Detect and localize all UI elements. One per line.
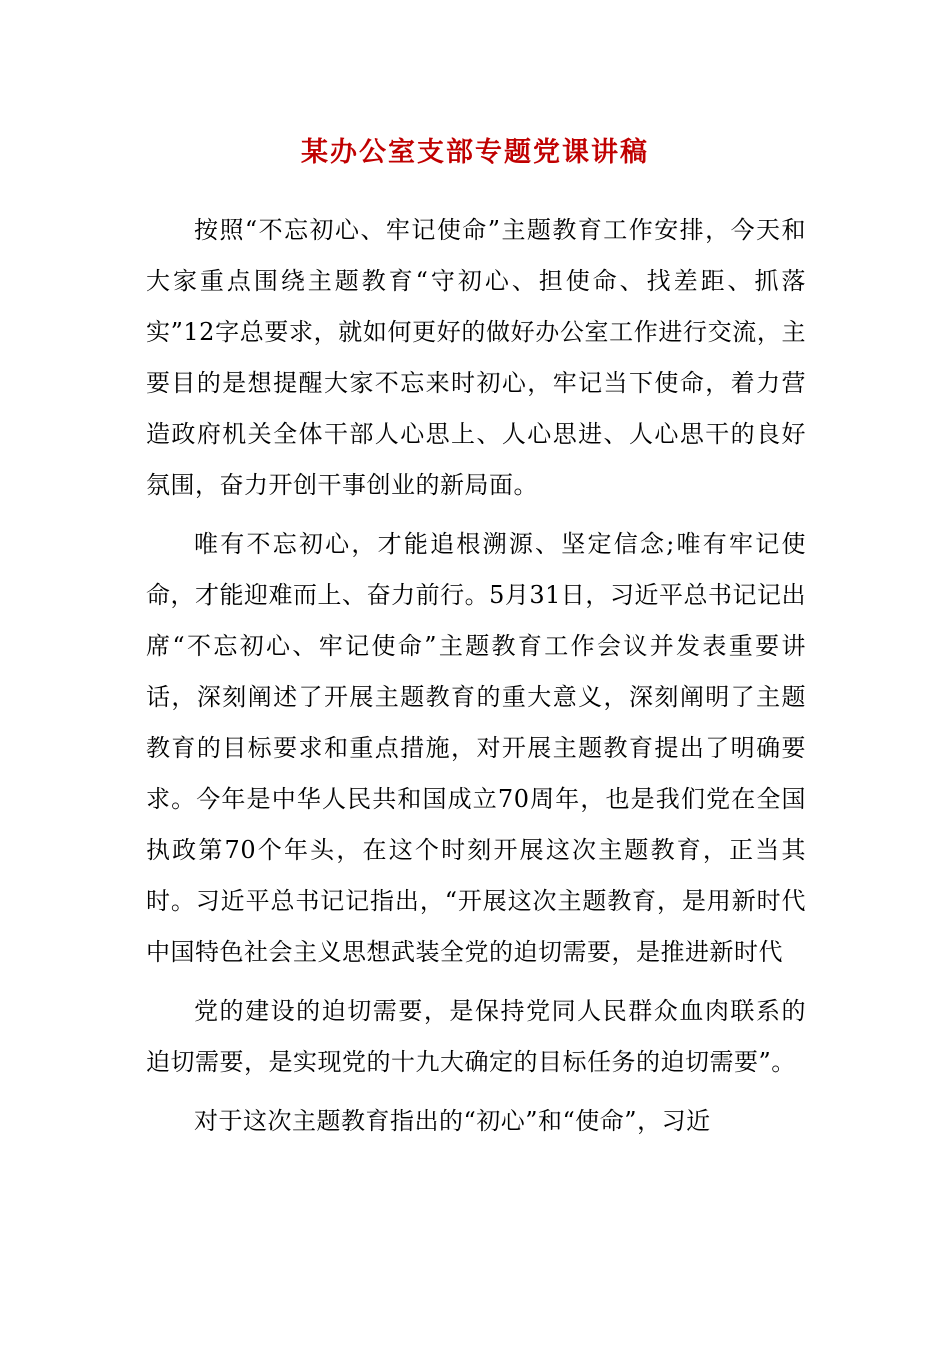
paragraph-2: 唯有不忘初心，才能追根溯源、坚定信念;唯有牢记使命，才能迎难而上、奋力前行。5月31日，习近平总书记记出席“不忘初心、牢记使命”主题教育工作会议并发表重要讲话，深刻阐述了开展主题教育的重大意义，深刻阐明了主题教育的目标要求和重点措施，对开展主题教育提出了明确要求。今年是中华人民共和国成立70周年，也是我们党在全国执政第70个年头，在这个时刻开展这次主题教育，正当其时。习近平总书记记指出，“开展这次主题教育，是用新时代中国特色社会主义思想武装全党的迫切需要，是推进新时代 <box>146 530 806 966</box>
document-body <box>146 205 806 1155</box>
paragraph-3: 党的建设的迫切需要，是保持党同人民群众血肉联系的迫切需要，是实现党的十九大确定的目标任务的迫切需要”。 <box>146 997 806 1076</box>
document-title: 某办公室支部专题党课讲稿 <box>301 137 649 168</box>
paragraph-4: 对于这次主题教育指出的“初心”和“使命”，习近 <box>194 1107 711 1135</box>
paragraph-1: 按照“不忘初心、牢记使命”主题教育工作安排，今天和大家重点围绕主题教育“守初心、担使命、找差距、抓落实”12字总要求，就如何更好的做好办公室工作进行交流，主要目的是想提醒大家不忘来时初心，牢记当下使命，着力营造政府机关全体干部人心思上、人心思进、人心思干的良好氛围，奋力开创干事创业的新局面。 <box>146 216 806 499</box>
